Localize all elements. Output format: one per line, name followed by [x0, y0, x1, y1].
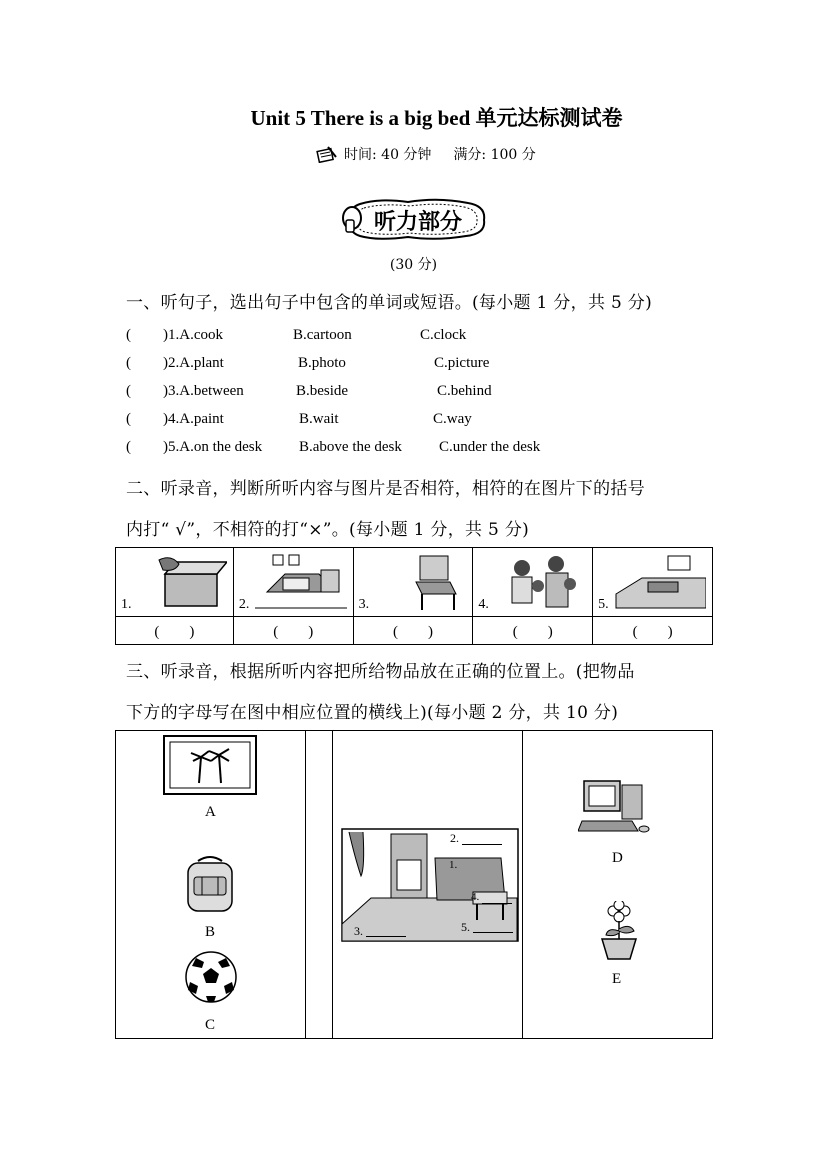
section1-title: 一、听句子，选出句子中包含的单词或短语。(每小题 1 分，共 5 分) — [126, 293, 653, 313]
section3-title-line1: 三、听录音，根据所听内容把所给物品放在正确的位置上。(把物品 — [126, 662, 635, 682]
chair-image — [406, 552, 466, 612]
time-label: 时间: 40 分钟 — [344, 147, 432, 163]
picture-cell: 2. — [233, 548, 353, 617]
answer-cell[interactable]: ( ) — [233, 617, 353, 645]
exam-info — [316, 144, 536, 164]
blank-label[interactable]: 2. — [450, 831, 459, 845]
palm-tree-painting-image — [163, 735, 257, 795]
answer-cell[interactable]: ( ) — [593, 617, 713, 645]
section-score: (30 分) — [389, 257, 438, 273]
answer-cell[interactable]: ( ) — [473, 617, 593, 645]
room-scene-image — [341, 828, 519, 942]
object-label: B — [205, 924, 216, 940]
backpack-image — [178, 855, 242, 913]
object-label: E — [612, 971, 622, 987]
full-score-label: 满分: 100 分 — [453, 147, 536, 163]
picture-cell: 5. — [593, 548, 713, 617]
living-room-image — [612, 552, 706, 612]
answer-cell[interactable]: ( ) — [116, 617, 234, 645]
object-label: D — [612, 850, 623, 866]
blank-label[interactable]: 4. — [471, 891, 480, 903]
placement-box — [115, 730, 713, 1039]
picture-judge-table — [115, 547, 713, 645]
picture-cell: 1. — [116, 548, 234, 617]
bedroom-image — [255, 552, 347, 612]
family-image — [500, 552, 586, 614]
flower-pot-image — [594, 901, 644, 961]
picture-cell: 4. — [473, 548, 593, 617]
blank-label[interactable]: 1. — [449, 859, 458, 871]
blank-label[interactable]: 3. — [354, 924, 363, 938]
section2-title-line2: 内打“ √”，不相符的打“×”。(每小题 1 分，共 5 分) — [126, 520, 530, 540]
section2-title-line1: 二、听录音，判断所听内容与图片是否相符，相符的在图片下的括号 — [126, 479, 645, 499]
object-label: A — [205, 804, 216, 820]
picture-cell: 3. — [353, 548, 473, 617]
section3-title-line2: 下方的字母写在图中相应位置的横线上)(每小题 2 分，共 10 分) — [126, 703, 619, 723]
page-title: Unit 5 There is a big bed 单元达标测试卷 — [250, 106, 623, 130]
computer-image — [578, 779, 652, 837]
toy-box-image — [145, 552, 227, 610]
football-image — [184, 950, 238, 1004]
listening-section-badge — [338, 196, 490, 242]
object-label: C — [205, 1017, 216, 1033]
pencil-notebook-icon — [316, 145, 338, 163]
blank-label[interactable]: 5. — [461, 920, 470, 934]
badge-text: 听力部分 — [374, 209, 463, 235]
answer-cell[interactable]: ( ) — [353, 617, 473, 645]
